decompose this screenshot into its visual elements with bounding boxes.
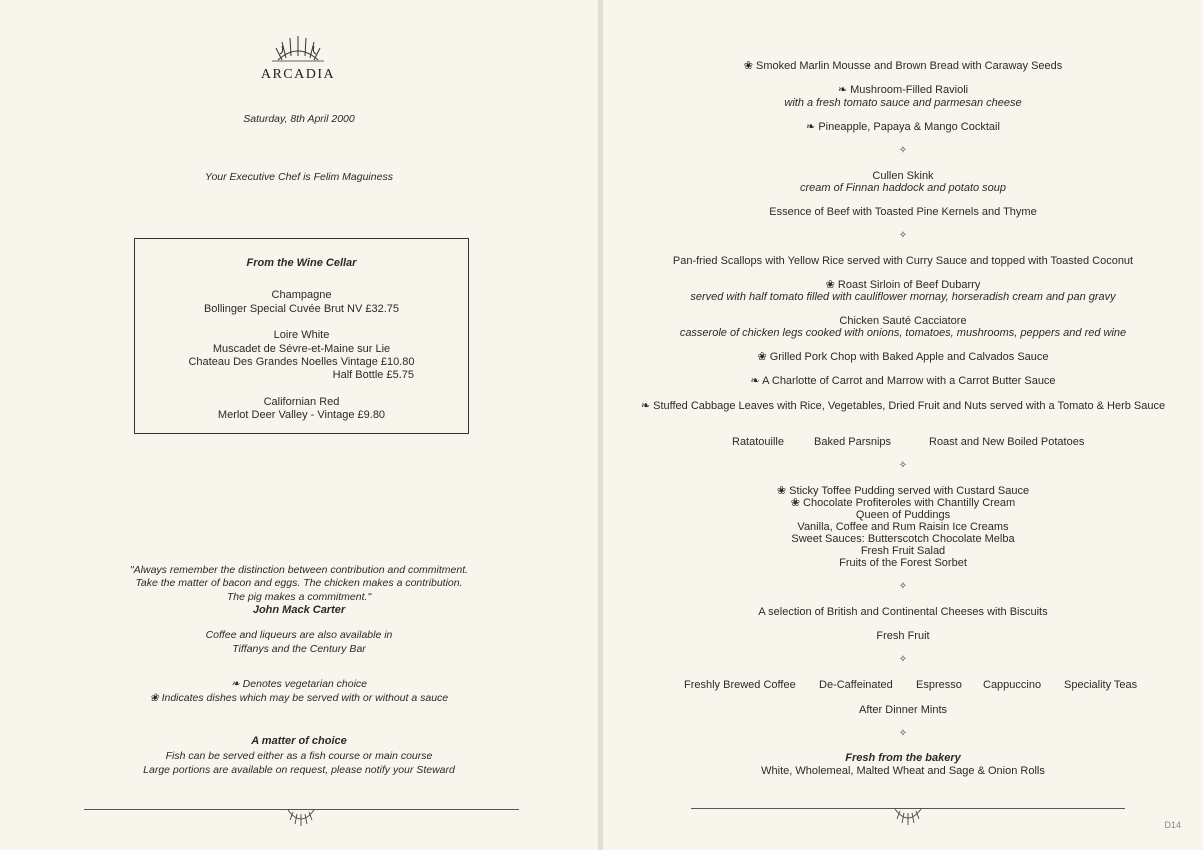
chef-line: Your Executive Chef is Felim Maguiness bbox=[205, 171, 393, 183]
starter-item: ❀ Smoked Marlin Mousse and Brown Bread with Caraway Seeds bbox=[743, 60, 1063, 72]
arcadia-logo bbox=[248, 34, 348, 83]
drink-item: Freshly Brewed Coffee bbox=[684, 679, 796, 691]
side-item: Ratatouille bbox=[732, 436, 784, 448]
wine-line: Bollinger Special Cuvée Brut NV £32.75 bbox=[203, 303, 400, 315]
wine-line: Muscadet de Sévre-et-Maine sur Lie bbox=[212, 343, 391, 355]
divider-icon: ✧ bbox=[898, 581, 908, 592]
starter-desc: with a fresh tomato sauce and parmesan cheese bbox=[784, 97, 1022, 109]
starter-item: ❧ Mushroom-Filled Ravioli bbox=[837, 84, 969, 96]
main-item: ❀ Grilled Pork Chop with Baked Apple and Calvados Sauce bbox=[757, 351, 1049, 363]
wine-cellar-title: From the Wine Cellar bbox=[246, 257, 357, 269]
wine-line: Half Bottle £5.75 bbox=[332, 369, 414, 381]
divider-icon: ✧ bbox=[898, 230, 908, 241]
quote-line: The pig makes a commitment." bbox=[226, 591, 372, 603]
divider-icon: ✧ bbox=[898, 728, 908, 739]
cheese-item: A selection of British and Continental Cheeses with Biscuits bbox=[758, 606, 1048, 618]
mints-line: After Dinner Mints bbox=[858, 704, 948, 716]
wine-cellar-box bbox=[134, 238, 469, 434]
vegetarian-key: ❧ Denotes vegetarian choice bbox=[230, 678, 368, 690]
divider-icon: ✧ bbox=[898, 145, 908, 156]
bakery-line: White, Wholemeal, Malted Wheat and Sage & Onion Rolls bbox=[761, 765, 1045, 777]
choice-title: A matter of choice bbox=[251, 735, 347, 747]
wine-line: Merlot Deer Valley - Vintage £9.80 bbox=[217, 409, 386, 421]
menu-date: Saturday, 8th April 2000 bbox=[243, 113, 355, 125]
footer-ornament-icon bbox=[891, 807, 925, 829]
soup-desc: cream of Finnan haddock and potato soup bbox=[799, 182, 1007, 194]
side-item: Roast and New Boiled Potatoes bbox=[929, 436, 1085, 448]
main-desc: served with half tomato filled with cauliflower mornay, horseradish cream and pan gravy bbox=[690, 291, 1116, 303]
wine-line: Chateau Des Grandes Noelles Vintage £10.80 bbox=[188, 356, 415, 368]
dessert-item: Vanilla, Coffee and Rum Raisin Ice Creams bbox=[797, 521, 1009, 533]
divider-icon: ✧ bbox=[898, 654, 908, 665]
dessert-item: Fresh Fruit Salad bbox=[860, 545, 946, 557]
dessert-item: Fruits of the Forest Sorbet bbox=[839, 557, 967, 569]
main-item: ❧ A Charlotte of Carrot and Marrow with a Carrot Butter Sauce bbox=[750, 375, 1056, 387]
soup-item: Cullen Skink bbox=[872, 170, 934, 182]
bakery-title: Fresh from the bakery bbox=[845, 752, 961, 764]
choice-line: Large portions are available on request, please notify your Steward bbox=[143, 764, 455, 776]
page-code: D14 bbox=[1164, 820, 1181, 830]
drink-item: De-Caffeinated bbox=[819, 679, 893, 691]
dessert-item: Queen of Puddings bbox=[855, 509, 951, 521]
drink-item: Espresso bbox=[916, 679, 962, 691]
drink-item: Cappuccino bbox=[983, 679, 1042, 691]
quote-author: John Mack Carter bbox=[252, 604, 346, 616]
logo-wordmark: ARCADIA bbox=[260, 67, 336, 82]
dessert-item: ❀ Sticky Toffee Pudding served with Custard Sauce bbox=[776, 485, 1030, 497]
wine-line: Californian Red bbox=[263, 396, 340, 408]
side-item: Baked Parsnips bbox=[814, 436, 892, 448]
main-item: Pan-fried Scallops with Yellow Rice served with Curry Sauce and topped with Toasted Coconut bbox=[672, 255, 1134, 267]
starter-item: ❧ Pineapple, Papaya & Mango Cocktail bbox=[806, 121, 1000, 133]
cheese-item: Fresh Fruit bbox=[876, 630, 930, 642]
drink-item: Speciality Teas bbox=[1064, 679, 1138, 691]
divider-icon: ✧ bbox=[898, 460, 908, 471]
liqueurs-line: Coffee and liqueurs are also available in bbox=[205, 629, 393, 641]
right-page bbox=[603, 0, 1203, 850]
soup-item: Essence of Beef with Toasted Pine Kernels and Thyme bbox=[769, 206, 1037, 218]
main-item: ❀ Roast Sirloin of Beef Dubarry bbox=[825, 279, 981, 291]
sauce-key: ❀ Indicates dishes which may be served with or without a sauce bbox=[149, 692, 449, 704]
left-page bbox=[0, 0, 598, 850]
quote-line: "Always remember the distinction between contribution and commitment. bbox=[129, 564, 469, 576]
dessert-item: ❀ Chocolate Profiteroles with Chantilly Cream bbox=[790, 497, 1016, 509]
main-item: Chicken Sauté Cacciatore bbox=[839, 315, 967, 327]
sunburst-logo-icon bbox=[268, 34, 328, 64]
wine-line: Loire White bbox=[273, 329, 330, 341]
wine-line: Champagne bbox=[271, 289, 332, 301]
liqueurs-line: Tiffanys and the Century Bar bbox=[232, 643, 366, 655]
quote-line: Take the matter of bacon and eggs. The chicken makes a contribution. bbox=[135, 577, 463, 589]
choice-line: Fish can be served either as a fish course or main course bbox=[165, 750, 433, 762]
dessert-item: Sweet Sauces: Butterscotch Chocolate Melba bbox=[791, 533, 1015, 545]
main-desc: casserole of chicken legs cooked with onions, tomatoes, mushrooms, peppers and red wine bbox=[679, 327, 1127, 339]
main-item: ❧ Stuffed Cabbage Leaves with Rice, Vegetables, Dried Fruit and Nuts served with a Tomato & Herb Sauce bbox=[640, 400, 1166, 412]
footer-ornament-icon bbox=[284, 808, 318, 830]
